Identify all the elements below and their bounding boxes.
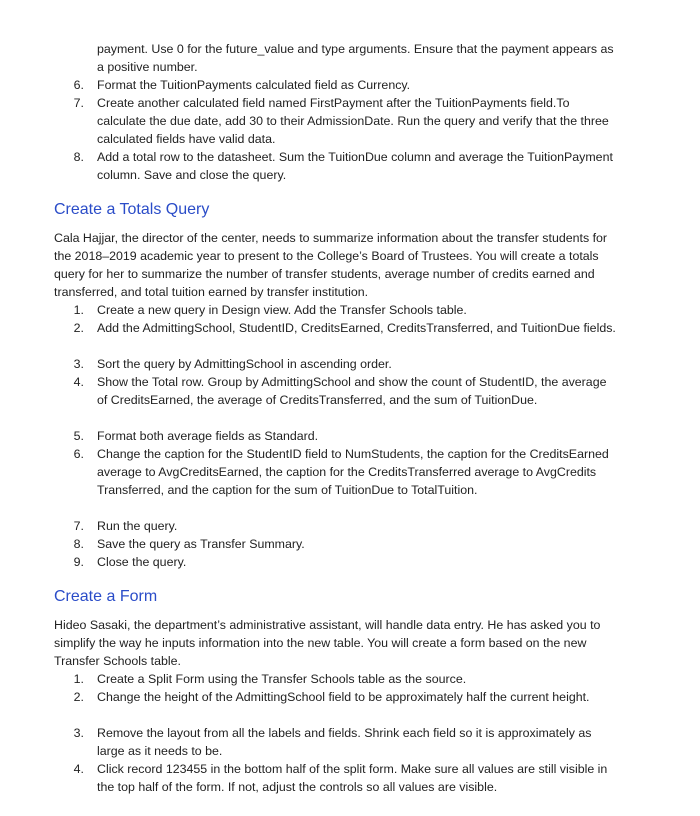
list-item-text: Click record 123455 in the bottom half of the split form. Make sure all values are still visible in the top half of the form. If not, adjust the controls so all values are visible. xyxy=(97,762,608,794)
list-item-text: Change the height of the AdmittingSchool field to be approximately half the current height. xyxy=(97,690,590,704)
list-item-number: 5. xyxy=(73,429,84,443)
intro-continuation-text: payment. Use 0 for the future_value and type arguments. Ensure that the payment appears as a positive number. xyxy=(97,42,614,74)
list-item-text: Change the caption for the StudentID field to NumStudents, the caption for the CreditsEarned average to AvgCreditsEarned, the caption for the CreditsTransferred average to AvgCredits Transferred, and the caption for the sum of TuitionDue to TotalTuition. xyxy=(97,447,609,497)
list-item-number: 4. xyxy=(73,375,84,389)
list-item-text: Create a Split Form using the Transfer Schools table as the source. xyxy=(97,672,467,686)
list-item-number: 2. xyxy=(73,690,84,704)
list-item-number: 3. xyxy=(73,726,84,740)
list-item-text: Sort the query by AdmittingSchool in ascending order. xyxy=(97,357,392,371)
list-item-number: 7. xyxy=(73,96,84,110)
section-heading-create-form: Create a Form xyxy=(54,588,158,605)
list-item-text: Add the AdmittingSchool, StudentID, CreditsEarned, CreditsTransferred, and TuitionDue fields. xyxy=(97,321,616,335)
list-item-text: Show the Total row. Group by AdmittingSchool and show the count of StudentID, the average of CreditsEarned, the average of CreditsTransferred, and the sum of TuitionDue. xyxy=(97,375,607,407)
totals-section-paragraph: Cala Hajjar, the director of the center, needs to summarize information about the transfer students for the 2018–2019 academic year to present to the College’s Board of Trustees. You will create a totals query for her to summarize the number of transfer students, average number of credits earned and transferred, and total tuition earned by transfer institution. xyxy=(54,231,608,299)
list-item-number: 7. xyxy=(73,519,84,533)
list-item-text: Format both average fields as Standard. xyxy=(97,429,319,443)
list-item-number: 9. xyxy=(73,555,84,569)
list-item-text: Remove the layout from all the labels and fields. Shrink each field so it is approximately as large as it needs to be. xyxy=(97,726,592,758)
list-item-number: 3. xyxy=(73,357,84,371)
list-item-text: Run the query. xyxy=(97,519,178,533)
list-item-text: Add a total row to the datasheet. Sum the TuitionDue column and average the TuitionPayment column. Save and close the query. xyxy=(97,150,613,182)
list-item-number: 6. xyxy=(73,447,84,461)
list-item-number: 1. xyxy=(73,672,84,686)
list-item-text: Format the TuitionPayments calculated field as Currency. xyxy=(97,78,411,92)
list-item-number: 8. xyxy=(73,537,84,551)
list-item-text: Create a new query in Design view. Add the Transfer Schools table. xyxy=(97,303,467,317)
list-item-number: 8. xyxy=(73,150,84,164)
list-item-number: 4. xyxy=(73,762,84,776)
list-item-number: 1. xyxy=(73,303,84,317)
list-item-text: Save the query as Transfer Summary. xyxy=(97,537,305,551)
list-item-number: 2. xyxy=(73,321,84,335)
list-item-number: 6. xyxy=(73,78,84,92)
form-section-paragraph: Hideo Sasaki, the department’s administrative assistant, will handle data entry. He has asked you to simplify the way he inputs information into the new table. You will create a form based on the new Transfer Schools table. xyxy=(54,618,601,668)
list-item-text: Create another calculated field named FirstPayment after the TuitionPayments field.To calculate the due date, add 30 to their AdmissionDate. Run the query and verify that the three calculated fields have valid data. xyxy=(97,96,609,146)
section-heading-totals-query: Create a Totals Query xyxy=(54,201,210,218)
list-item-text: Close the query. xyxy=(97,555,187,569)
